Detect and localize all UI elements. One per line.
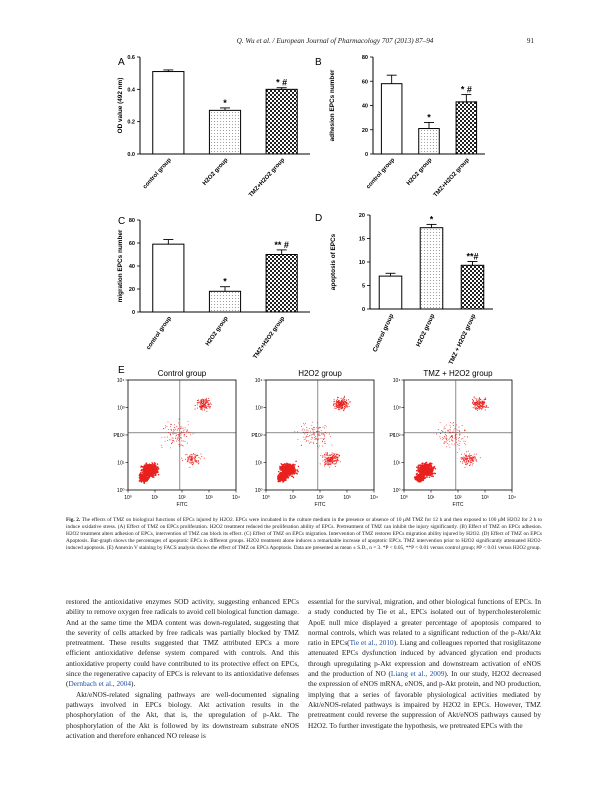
bar	[379, 276, 402, 309]
paragraph: Akt/eNOS-related signaling pathways are well-documented signaling pathways involved in EPCs biology. Akt activation results in the phosphorylation of the Akt, that is, the upregulation of p-Akt. The phosphorylation of the Akt is followed by its downstream substrate eNOS activation and therefore enhanced NO release is	[66, 689, 299, 740]
y-tick-label: 0	[364, 152, 368, 158]
category-label: control group	[142, 157, 173, 191]
flow-group-title: Control group	[157, 369, 207, 378]
bar-chart-c	[117, 216, 310, 360]
y-tick-label: 10⁰	[254, 488, 263, 494]
x-tick-label: 10³	[205, 495, 213, 501]
significance-label: * #	[460, 84, 472, 95]
bar	[461, 265, 484, 309]
y-tick-label: 10⁴	[116, 378, 125, 384]
significance-label: * #	[276, 77, 288, 88]
bar	[209, 110, 240, 154]
panel-label: D	[315, 213, 323, 224]
y-axis-label: PI	[251, 433, 257, 439]
paragraph-text: ). Liang and colleagues reported that rosiglitazone attenuated EPCs dysfunction induced by advanced glycation end products through upregulating p-Akt expression and downstream activation of eNOS and the production of NO (	[308, 638, 541, 679]
y-tick-label: 60	[361, 79, 368, 86]
significance-label: **#	[466, 251, 479, 262]
caption-text: The effects of TMZ on biological functions of EPCs injured by H2O2. EPCs were incubated in the culture medium in the presence or absence of 10 μM TMZ for 12 h and then exposed to 100 μM H2O2 for 2 h to induce oxidative stress. (A) Effect of TMZ on EPCs proliferation. H2O2 treatment reduced the proliferation ability of EPCs. Pretreatment of TMZ can inhibit the injury significantly. (B) Effect of TMZ on EPCs adhesion. H2O2 treatment alters adhesion of EPCs, intervention of TMZ can block its effect. (C) Effect of TMZ on EPCs migration. Intervention of TMZ restores EPCs migration ability injured by H2O2. (D) Effect of TMZ on EPCs Apoptosis. Bar-graph shows the percentages of apoptotic EPCs in different groups. H2O2 treatment alone induces a remarkable increase of apoptotic EPCs. TMZ intervention prior to H2O2 significantly attenuated H2O2-induced apoptosis. (E) Annexin V staining by FACS analysis shows the effect of TMZ on EPCs Apoptosis. Data are presented as mean ± S.D., n = 3. *P < 0.05, **P < 0.01 versus control group; #P < 0.01 versus H2O2 group.	[66, 517, 542, 552]
y-tick-label: 10	[358, 260, 365, 266]
y-tick-label: 40	[361, 103, 368, 110]
y-tick-label: 20	[358, 213, 365, 219]
category-label: H2O2 group	[202, 157, 230, 187]
y-tick-label: 10¹	[117, 460, 125, 467]
panel-label: A	[118, 57, 125, 68]
significance-label: *	[223, 97, 227, 108]
x-axis-label: FITC	[452, 502, 464, 508]
paragraph-text: restored the antioxidative enzymes SOD activity, suggesting enhanced EPCs ability to remove oxygen free radicals to avoid cell biological function damage. And at the same time the MDA content was down-regulated, suggesting that the severity of cells attacked by free radicals was partially blocked by TMZ pretreatment. These results suggested that TMZ attributed EPCs a more efficient antioxidative defense system compared with controls. And this antioxidative property could have contributed to its protective effect on EPCs, since the regenerative capacity of EPCs is relevant to its antioxidative defenses (	[66, 597, 299, 689]
category-label: TMZ+H2O2 group	[432, 157, 471, 199]
y-tick-label: 10⁰	[116, 488, 125, 494]
y-tick-label: 10⁴	[254, 378, 263, 384]
y-tick-label: 10¹	[255, 460, 263, 467]
x-tick-label: 10⁴	[232, 495, 240, 501]
y-axis-label: adhesion EPCs number	[329, 69, 336, 142]
x-tick-label: 10²	[454, 495, 462, 501]
flow-group-title: TMZ + H2O2 group	[423, 369, 493, 378]
x-tick-label: 10⁰	[124, 495, 132, 501]
y-tick-label: 20	[128, 287, 135, 293]
y-tick-label: 0.2	[127, 119, 135, 126]
x-tick-label: 10¹	[151, 495, 159, 501]
body-column-right	[308, 597, 541, 731]
y-tick-label: 0.0	[127, 152, 135, 158]
x-tick-label: 10¹	[289, 495, 297, 501]
paragraph	[66, 597, 299, 690]
caption-label: Fig. 2.	[66, 517, 81, 523]
bar	[456, 102, 477, 154]
bar	[153, 72, 184, 154]
x-tick-label: 10³	[343, 495, 351, 501]
paragraph	[308, 597, 541, 731]
y-tick-label: 10²	[117, 433, 125, 439]
flow-plot-1	[113, 369, 239, 508]
y-tick-label: 40	[128, 264, 135, 270]
y-axis-label: apoptosis of EPCs	[330, 233, 337, 291]
bar	[420, 228, 443, 309]
significance-label: ** #	[274, 239, 289, 250]
category-label: TMZ + H2O2 group	[447, 312, 478, 366]
y-tick-label: 10⁴	[392, 378, 401, 384]
body-column-left	[66, 597, 299, 741]
bar	[266, 89, 297, 154]
flow-plot-3	[389, 369, 515, 508]
y-tick-label: 80	[361, 55, 368, 61]
x-tick-label: 10³	[481, 495, 489, 501]
y-tick-label: 15	[358, 236, 365, 243]
significance-label: *	[427, 112, 431, 123]
y-tick-label: 10³	[393, 405, 401, 412]
citation-link[interactable]: Liang et al., 2009	[390, 669, 445, 679]
category-label: control group	[365, 157, 397, 191]
y-tick-label: 10²	[255, 433, 263, 439]
bar-chart-b	[315, 55, 485, 199]
category-label: H2O2 group	[205, 315, 230, 348]
y-tick-label: 10¹	[393, 460, 401, 467]
citation-link[interactable]: Tie et al., 2010	[349, 638, 394, 648]
x-tick-label: 10²	[178, 495, 186, 501]
paragraph-text: ).	[131, 679, 136, 689]
y-tick-label: 10³	[255, 405, 263, 412]
x-tick-label: 10⁴	[508, 495, 516, 501]
y-tick-label: 0	[131, 310, 135, 316]
journal-citation: Q. Wu et al. / European Journal of Pharmacology 707 (2013) 87–94	[236, 37, 434, 45]
y-tick-label: 80	[128, 218, 135, 224]
paragraph-text: ). In our study, H2O2 decreased the expression of eNOS mRNA, eNOS, and p-Akt protein, and NO production, implying that a series of favorable physiological activities mediated by Akt/eNOS-related pathways is impaired by H2O2 in EPCs. However, TMZ pretreatment could reverse the suppression of Akt/eNOS pathways caused by H2O2. To further investigate the hypothesis, we pretreated EPCs with the	[308, 669, 541, 730]
significance-label: *	[223, 276, 227, 287]
bar	[153, 244, 184, 312]
y-tick-label: 0.6	[127, 55, 135, 61]
bar-chart-d	[315, 213, 493, 366]
bar	[419, 129, 440, 154]
x-tick-label: 10⁰	[262, 495, 270, 501]
y-tick-label: 10²	[393, 433, 401, 439]
y-tick-label: 5	[361, 283, 365, 290]
panel-label: C	[118, 216, 126, 227]
category-label: H2O2 group	[414, 312, 437, 348]
flow-group-title: H2O2 group	[298, 369, 342, 378]
page-number: 91	[526, 37, 534, 45]
panel-label: B	[315, 57, 322, 68]
category-label: control group	[145, 315, 173, 352]
category-label: TMZ+H2O2 group	[248, 157, 287, 199]
y-axis-label: OD value (492 nm)	[117, 77, 124, 134]
figure-caption	[66, 517, 542, 552]
y-axis-label: PI	[389, 433, 395, 439]
y-tick-label: 0.4	[127, 87, 135, 94]
significance-label: *	[429, 214, 434, 225]
x-tick-label: 10⁴	[370, 495, 378, 501]
bar	[209, 291, 240, 312]
x-tick-label: 10¹	[427, 495, 435, 501]
y-tick-label: 0	[361, 307, 365, 313]
y-axis-label: PI	[113, 433, 119, 439]
panel-label: E	[118, 365, 125, 376]
x-axis-label: FITC	[176, 502, 188, 508]
y-tick-label: 60	[128, 241, 135, 247]
y-tick-label: 20	[361, 127, 368, 134]
bar-chart-a	[117, 55, 310, 199]
x-tick-label: 10²	[316, 495, 324, 501]
y-tick-label: 10³	[117, 405, 125, 412]
bar	[266, 255, 297, 313]
category-label: H2O2 group	[406, 157, 434, 187]
y-tick-label: 10⁰	[392, 488, 401, 494]
citation-link[interactable]: Dernbach et al., 2004	[68, 679, 132, 689]
category-label: TMZ+H2O2 group	[252, 315, 287, 361]
x-axis-label: FITC	[314, 502, 326, 508]
category-label: Control group	[371, 312, 396, 354]
bar	[381, 84, 402, 154]
x-tick-label: 10⁰	[400, 495, 408, 501]
paragraph-text: essential for the survival, migration, and other biological functions of EPCs. In a study conducted by Tie et al., EPCs isolated out of hypercholesterolemic ApoE null mice displayed a greater percentage of apoptosis compared to normal controls, which was related to a significant reduction of the p-Akt/Akt ratio in EPCs(	[308, 597, 541, 648]
y-axis-label: migration EPCs number	[117, 229, 124, 303]
flow-plot-2	[251, 369, 377, 508]
